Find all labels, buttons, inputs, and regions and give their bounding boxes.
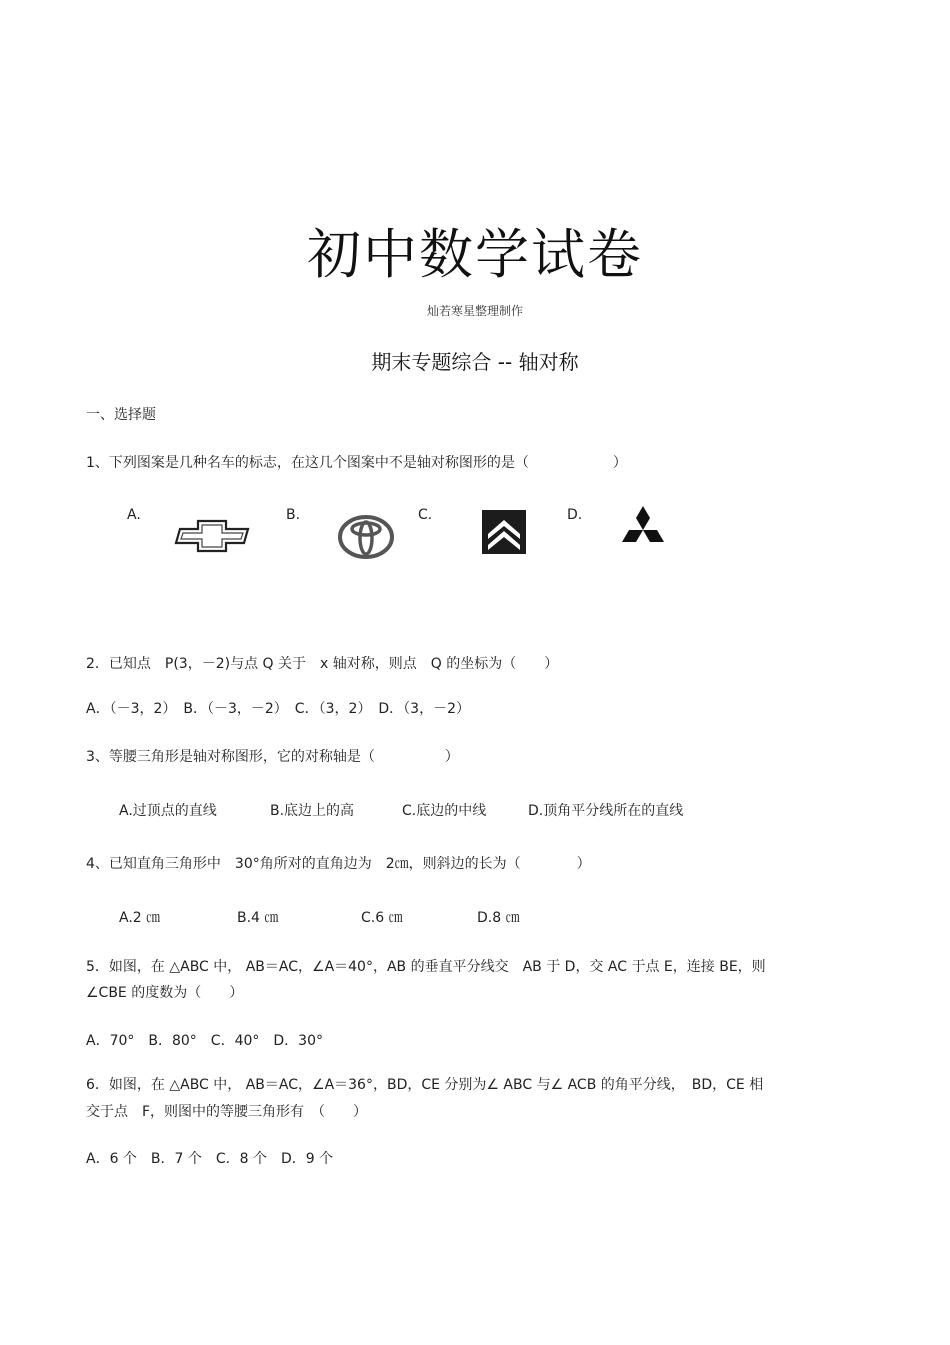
question-5-line-2: ∠CBE 的度数为（ ） (86, 985, 244, 1001)
q3-option-b: B.底边上的高 (270, 803, 355, 819)
question-6-line-1: 6．如图，在 △ABC 中， AB＝AC，∠A＝36°，BD，CE 分别为∠ ABC 与∠ ACB 的角平分线， BD，CE 相 (86, 1077, 764, 1093)
q4-option-a: A.2 ㎝ (119, 910, 161, 926)
question-6-line-2: 交于点 F，则图中的等腰三角形有 （ ） (86, 1104, 368, 1120)
q1-option-d-label: D. (567, 507, 583, 523)
q1-option-a-label: A. (127, 507, 141, 523)
question-2-text: 2．已知点 P(3，－2)与点 Q 关于 x 轴对称，则点 Q 的坐标为（ ） (86, 656, 559, 672)
q3-option-a: A.过顶点的直线 (119, 803, 217, 819)
q3-option-c: C.底边的中线 (402, 803, 487, 819)
author-credit: 灿若寒星整理制作 (426, 304, 523, 318)
question-6-options: A．6 个 B．7 个 C．8 个 D．9 个 (86, 1151, 334, 1167)
question-2-options: A．（－3，2） B．（－3，－2） C．（3，2） D．（3，－2） (86, 701, 470, 717)
question-3-text: 3、等腰三角形是轴对称图形，它的对称轴是（ ） (86, 749, 459, 765)
citroen-logo-icon (482, 510, 526, 554)
toyota-logo-icon (337, 514, 395, 560)
page-title: 初中数学试卷 (307, 223, 643, 286)
question-1-text: 1、下列图案是几种名车的标志，在这几个图案中不是轴对称图形的是（ ） (86, 455, 627, 471)
chevrolet-logo-icon (174, 518, 250, 554)
q4-option-b: B.4 ㎝ (237, 910, 279, 926)
q3-option-d: D.顶角平分线所在的直线 (528, 803, 684, 819)
mitsubishi-logo-icon (612, 504, 674, 556)
q4-option-d: D.8 ㎝ (477, 910, 520, 926)
question-4-text: 4、已知直角三角形中 30°角所对的直角边为 2㎝，则斜边的长为（ ） (86, 856, 591, 872)
q1-option-b-label: B. (286, 507, 301, 523)
question-5-line-1: 5．如图，在 △ABC 中， AB＝AC，∠A＝40°，AB 的垂直平分线交 AB 于 D，交 AC 于点 E，连接 BE，则 (86, 959, 766, 975)
q4-option-c: C.6 ㎝ (361, 910, 403, 926)
page-subtitle: 期末专题综合 -- 轴对称 (371, 350, 579, 374)
q1-option-c-label: C. (418, 507, 433, 523)
question-5-options: A．70° B．80° C．40° D．30° (86, 1033, 323, 1049)
section-heading: 一、选择题 (86, 407, 156, 423)
